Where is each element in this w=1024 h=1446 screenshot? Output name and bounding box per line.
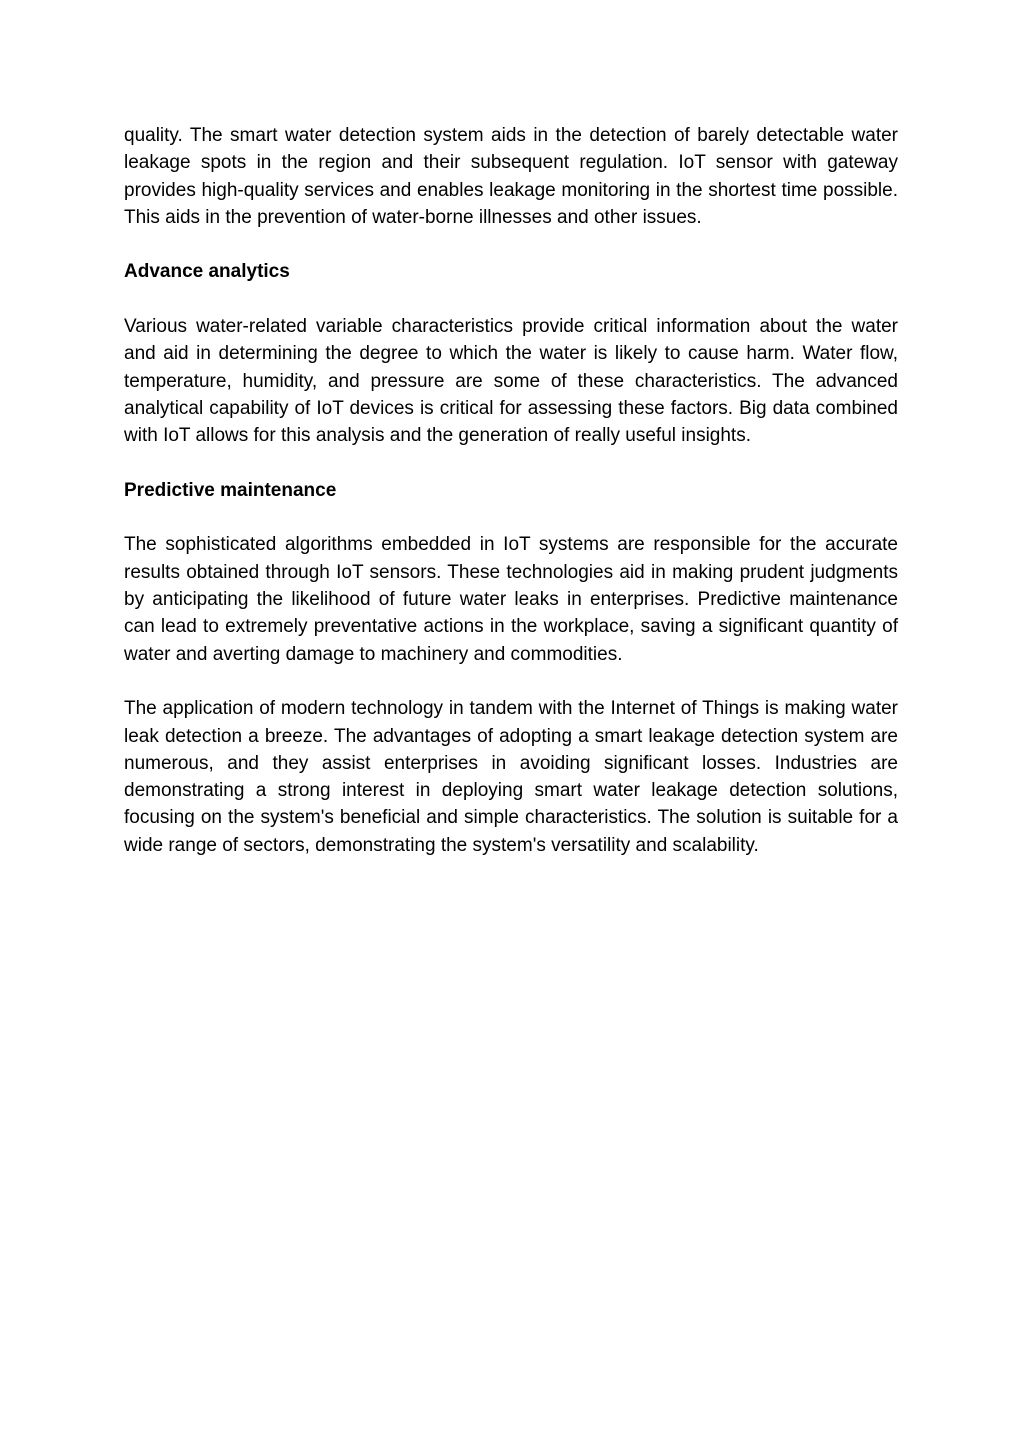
document-page: [124, 122, 898, 859]
spacer: [124, 504, 898, 531]
section-heading-advance-analytics: Advance analytics: [124, 261, 290, 283]
spacer: [124, 668, 898, 695]
spacer: [124, 231, 898, 258]
intro-paragraph: quality. The smart water detection system aids in the detection of barely detectable water leakage spots in the region and their subsequent regulation. IoT sensor with gateway provides high-quality services and enables leakage monitoring in the shortest time possible. This aids in the prevention of water-borne illnesses and other issues.: [124, 125, 898, 228]
section-paragraph-predictive-maintenance: The sophisticated algorithms embedded in IoT systems are responsible for the accurate results obtained through IoT sensors. These technologies aid in making prudent judgments by anticipating the likelihood of future water leaks in enterprises. Predictive maintenance can lead to extremely preventative actions in the workplace, saving a significant quantity of water and averting damage to machinery and commodities.: [124, 534, 898, 665]
section-paragraph-advance-analytics: Various water-related variable characteristics provide critical information about the water and aid in determining the degree to which the water is likely to cause harm. Water flow, temperature, humidity, and pressure are some of these characteristics. The advanced analytical capability of IoT devices is critical for assessing these factors. Big data combined with IoT allows for this analysis and the generation of really useful insights.: [124, 316, 898, 447]
spacer: [124, 450, 898, 477]
closing-paragraph: The application of modern technology in tandem with the Internet of Things is making water leak detection a breeze. The advantages of adopting a smart leakage detection system are numerous, and they assist enterprises in avoiding significant losses. Industries are demonstrating a strong interest in deploying smart water leakage detection solutions, focusing on the system's beneficial and simple characteristics. The solution is suitable for a wide range of sectors, demonstrating the system's versatility and scalability.: [124, 698, 898, 856]
spacer: [124, 286, 898, 313]
section-heading-predictive-maintenance: Predictive maintenance: [124, 479, 337, 501]
